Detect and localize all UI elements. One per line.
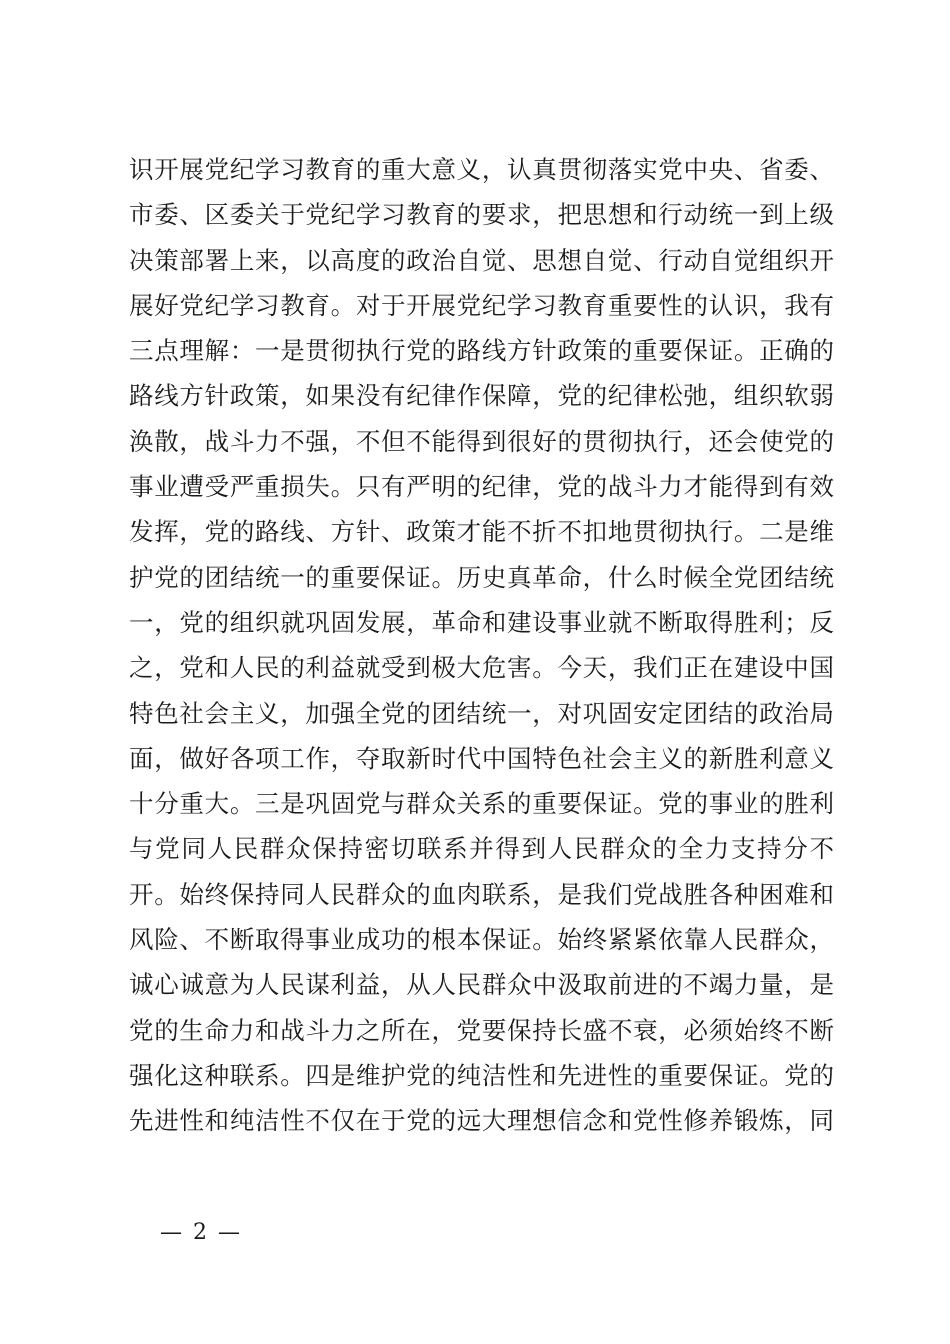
text-line: 党的生命力和战斗力之所在，党要保持长盛不衰，必须始终不断: [129, 1015, 834, 1045]
text-line: 三点理解：一是贯彻执行党的路线方针政策的重要保证。正确的: [129, 336, 834, 366]
text-line: 与党同人民群众保持密切联系并得到人民群众的全力支持分不: [129, 834, 834, 864]
text-line: 先进性和纯洁性不仅在于党的远大理想信念和党性修养锻炼，同: [129, 1106, 834, 1136]
text-line: 市委、区委关于党纪学习教育的要求，把思想和行动统一到上级: [129, 200, 834, 230]
text-line: 决策部署上来，以高度的政治自觉、思想自觉、行动自觉组织开: [129, 245, 834, 275]
body-text: [129, 147, 834, 1144]
text-line: 面，做好各项工作，夺取新时代中国特色社会主义的新胜利意义: [129, 743, 834, 773]
text-line: 发挥，党的路线、方针、政策才能不折不扣地贯彻执行。二是维: [129, 517, 834, 547]
text-line: 涣散，战斗力不强，不但不能得到很好的贯彻执行，还会使党的: [129, 426, 834, 456]
text-line: 一，党的组织就巩固发展，革命和建设事业就不断取得胜利；反: [129, 607, 834, 637]
text-line: 展好党纪学习教育。对于开展党纪学习教育重要性的认识，我有: [129, 290, 834, 320]
text-line: 诚心诚意为人民谋利益，从人民群众中汲取前进的不竭力量，是: [129, 970, 834, 1000]
text-line: 护党的团结统一的重要保证。历史真革命，什么时候全党团结统: [129, 562, 834, 592]
text-line: 事业遭受严重损失。只有严明的纪律，党的战斗力才能得到有效: [129, 472, 834, 502]
text-line: 特色社会主义，加强全党的团结统一，对巩固安定团结的政治局: [129, 698, 834, 728]
page-number: — 2 —: [160, 1220, 242, 1245]
text-line: 强化这种联系。四是维护党的纯洁性和先进性的重要保证。党的: [129, 1060, 834, 1090]
text-line: 之，党和人民的利益就受到极大危害。今天，我们正在建设中国: [129, 653, 834, 683]
text-line: 识开展党纪学习教育的重大意义，认真贯彻落实党中央、省委、: [129, 155, 834, 184]
text-line: 开。始终保持同人民群众的血肉联系，是我们党战胜各种困难和: [129, 879, 834, 909]
text-line: 十分重大。三是巩固党与群众关系的重要保证。党的事业的胜利: [129, 789, 834, 819]
text-line: 路线方针政策，如果没有纪律作保障，党的纪律松弛，组织软弱: [129, 381, 834, 411]
text-line: 风险、不断取得事业成功的根本保证。始终紧紧依靠人民群众，: [129, 925, 834, 955]
